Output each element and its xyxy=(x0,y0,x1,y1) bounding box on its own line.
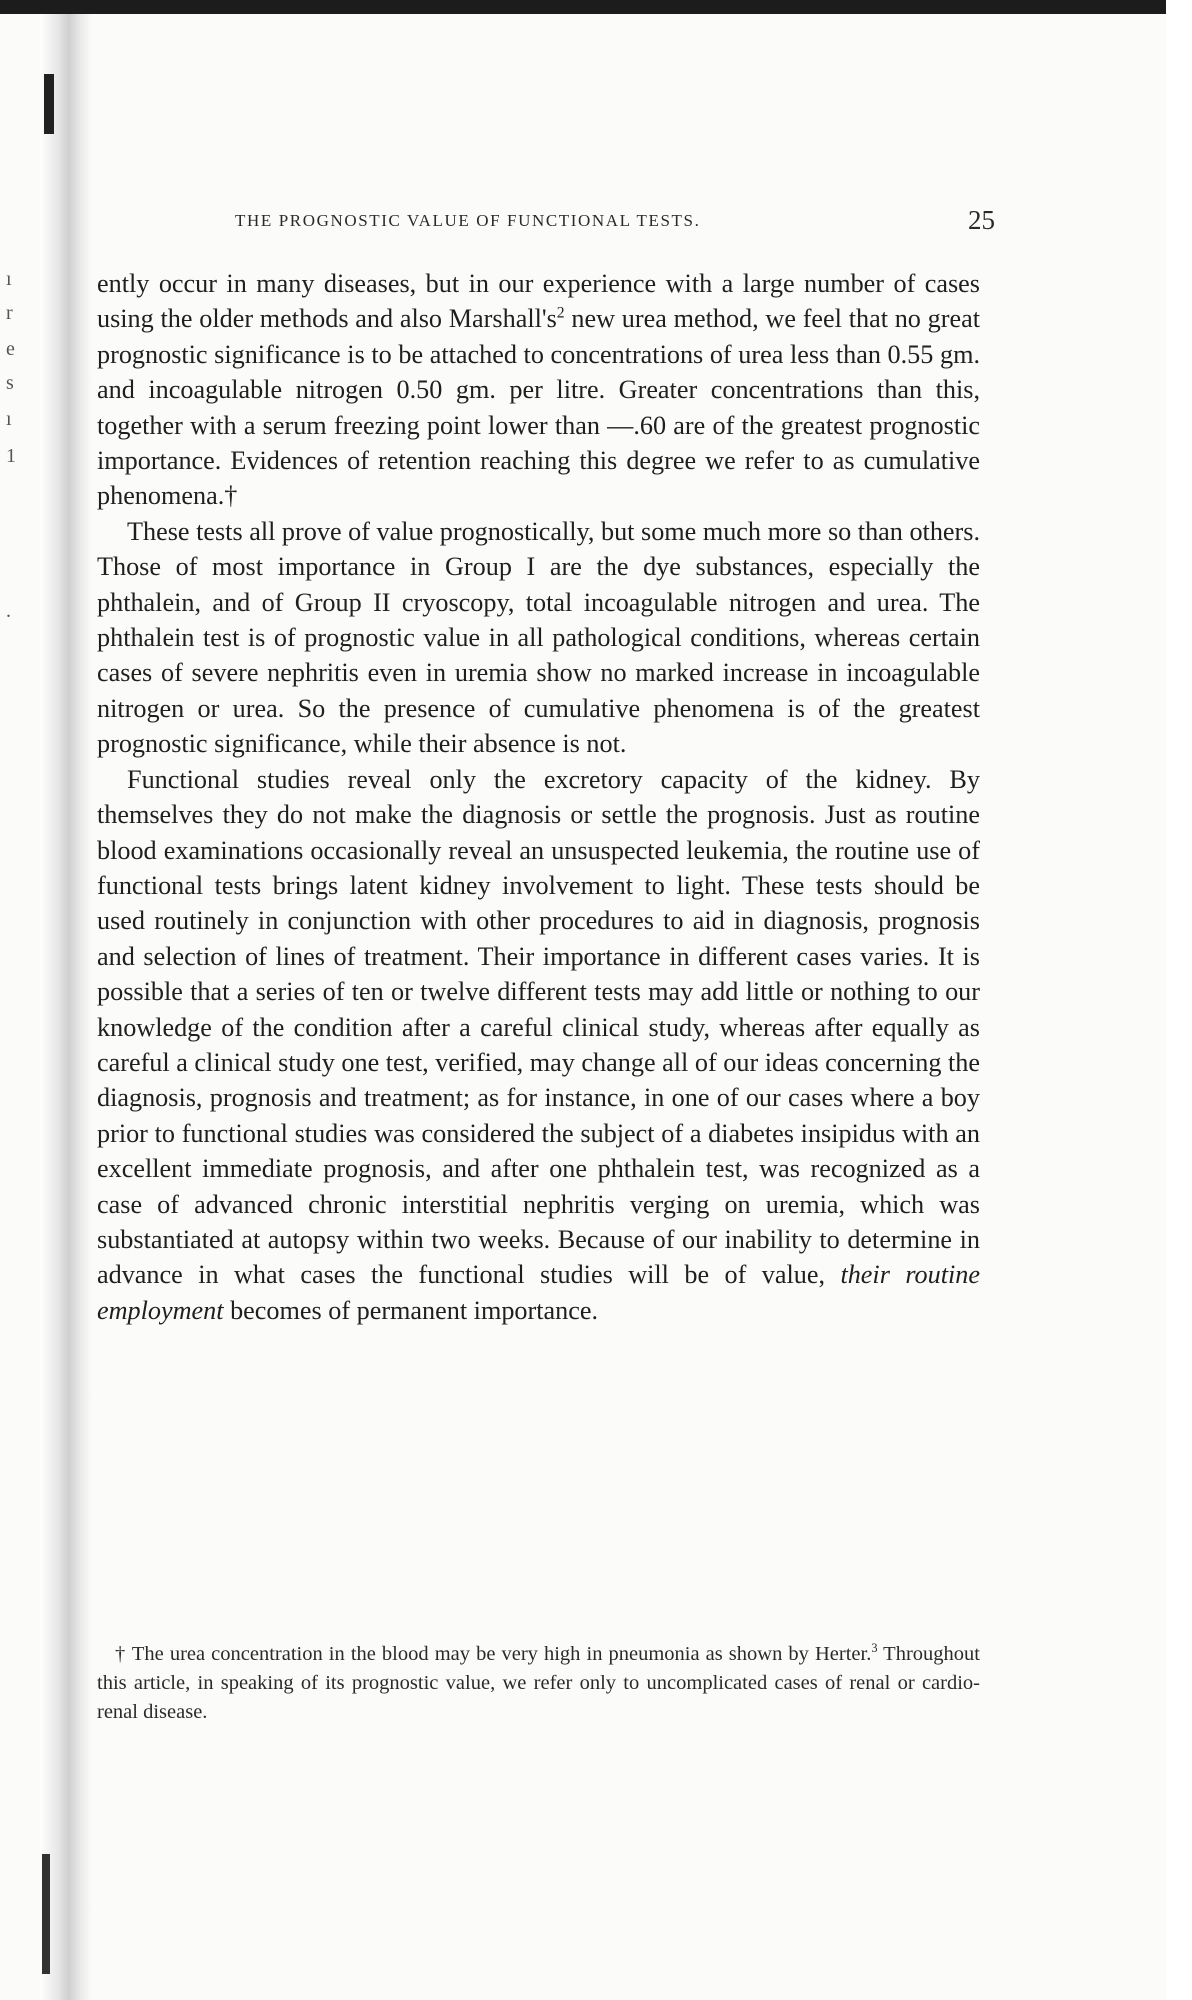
paragraph-text: new urea method, we feel that no great prognostic significance is to be attached to concentrations of urea less than 0.55 gm. and incoagulable nitrogen 0.50 gm. per litre. Greater concentrations than this, together with a serum freezing point lower than —.60 are of the greatest prognostic importance. Evidences of retention reaching this degree we refer to as cumulative phenomena.† xyxy=(97,304,980,511)
paragraph xyxy=(97,514,980,762)
footnote-text: † The urea concentration in the blood may be very high in pneumonia as shown by Herter. xyxy=(115,1643,872,1665)
margin-fragment: e xyxy=(6,338,15,360)
running-head: THE PROGNOSTIC VALUE OF FUNCTIONAL TESTS. xyxy=(235,211,701,230)
paragraph-text: These tests all prove of value prognostically, but some much more so than others. Those of most importance in Group I are the dye substances, especially the phthalein, and of Group II cryoscopy, total incoagulable nitrogen and urea. The phthalein test is of prognostic value in all pathological conditions, whereas certain cases of severe nephritis even in uremia show no marked increase in incoagulable nitrogen or urea. So the presence of cumulative phenomena is of the greatest prognostic significance, while their absence is not. xyxy=(97,516,980,759)
reference-number: 2 xyxy=(556,304,565,322)
binding-mark xyxy=(44,74,54,134)
page-number: 25 xyxy=(968,205,995,235)
book-gutter xyxy=(40,14,92,2000)
paragraph xyxy=(97,762,980,1329)
page-header xyxy=(235,205,995,245)
binding-mark xyxy=(42,1854,50,1974)
footnote xyxy=(97,1640,980,1727)
footnote-paragraph xyxy=(97,1640,980,1727)
reference-number: 3 xyxy=(871,1641,878,1656)
margin-fragment: ı xyxy=(6,408,12,430)
margin-fragment: s xyxy=(6,372,14,394)
body-text xyxy=(97,266,980,1328)
emphasis: their routine employment xyxy=(97,1260,980,1325)
paragraph-text: becomes of permanent importance. xyxy=(223,1295,599,1325)
footnote-text: Throughout this article, in speaking of its prognostic value, we refer only to uncomplicated cases of renal or cardio-renal disease. xyxy=(97,1643,980,1723)
scan-top-edge xyxy=(0,0,1192,14)
paragraph xyxy=(97,266,980,514)
margin-fragment: r xyxy=(6,302,13,324)
margin-fragment: 1 xyxy=(6,445,16,467)
scan-right-edge xyxy=(1166,0,1192,2000)
paragraph-text: Functional studies reveal only the excretory capacity of the kidney. By themselves they do not make the diagnosis or settle the prognosis. Just as routine blood examinations occasionally reveal an unsuspected leukemia, the routine use of functional tests brings latent kidney involvement to light. These tests should be used routinely in conjunction with other procedures to aid in diagnosis, prognosis and selection of lines of treatment. Their importance in different cases varies. It is possible that a series of ten or twelve different tests may add little or nothing to our knowledge of the condition after a careful clinical study, whereas after equally as careful a clinical study one test, verified, may change all of our ideas concerning the diagnosis, prognosis and treatment; as for instance, in one of our cases where a boy prior to functional studies was considered the subject of a diabetes insipidus with an excellent immediate prognosis, and after one phthalein test, was recognized as a case of advanced chronic interstitial nephritis verging on uremia, which was substantiated at autopsy within two weeks. Because of our inability to determine in advance in what cases the functional studies will be of value, xyxy=(97,764,980,1290)
margin-fragment: ı xyxy=(6,268,12,290)
paragraph-text: ently occur in many diseases, but in our experience with a large number of cases using the older methods and also Marshall's xyxy=(97,269,980,334)
margin-fragment: . xyxy=(6,600,11,622)
